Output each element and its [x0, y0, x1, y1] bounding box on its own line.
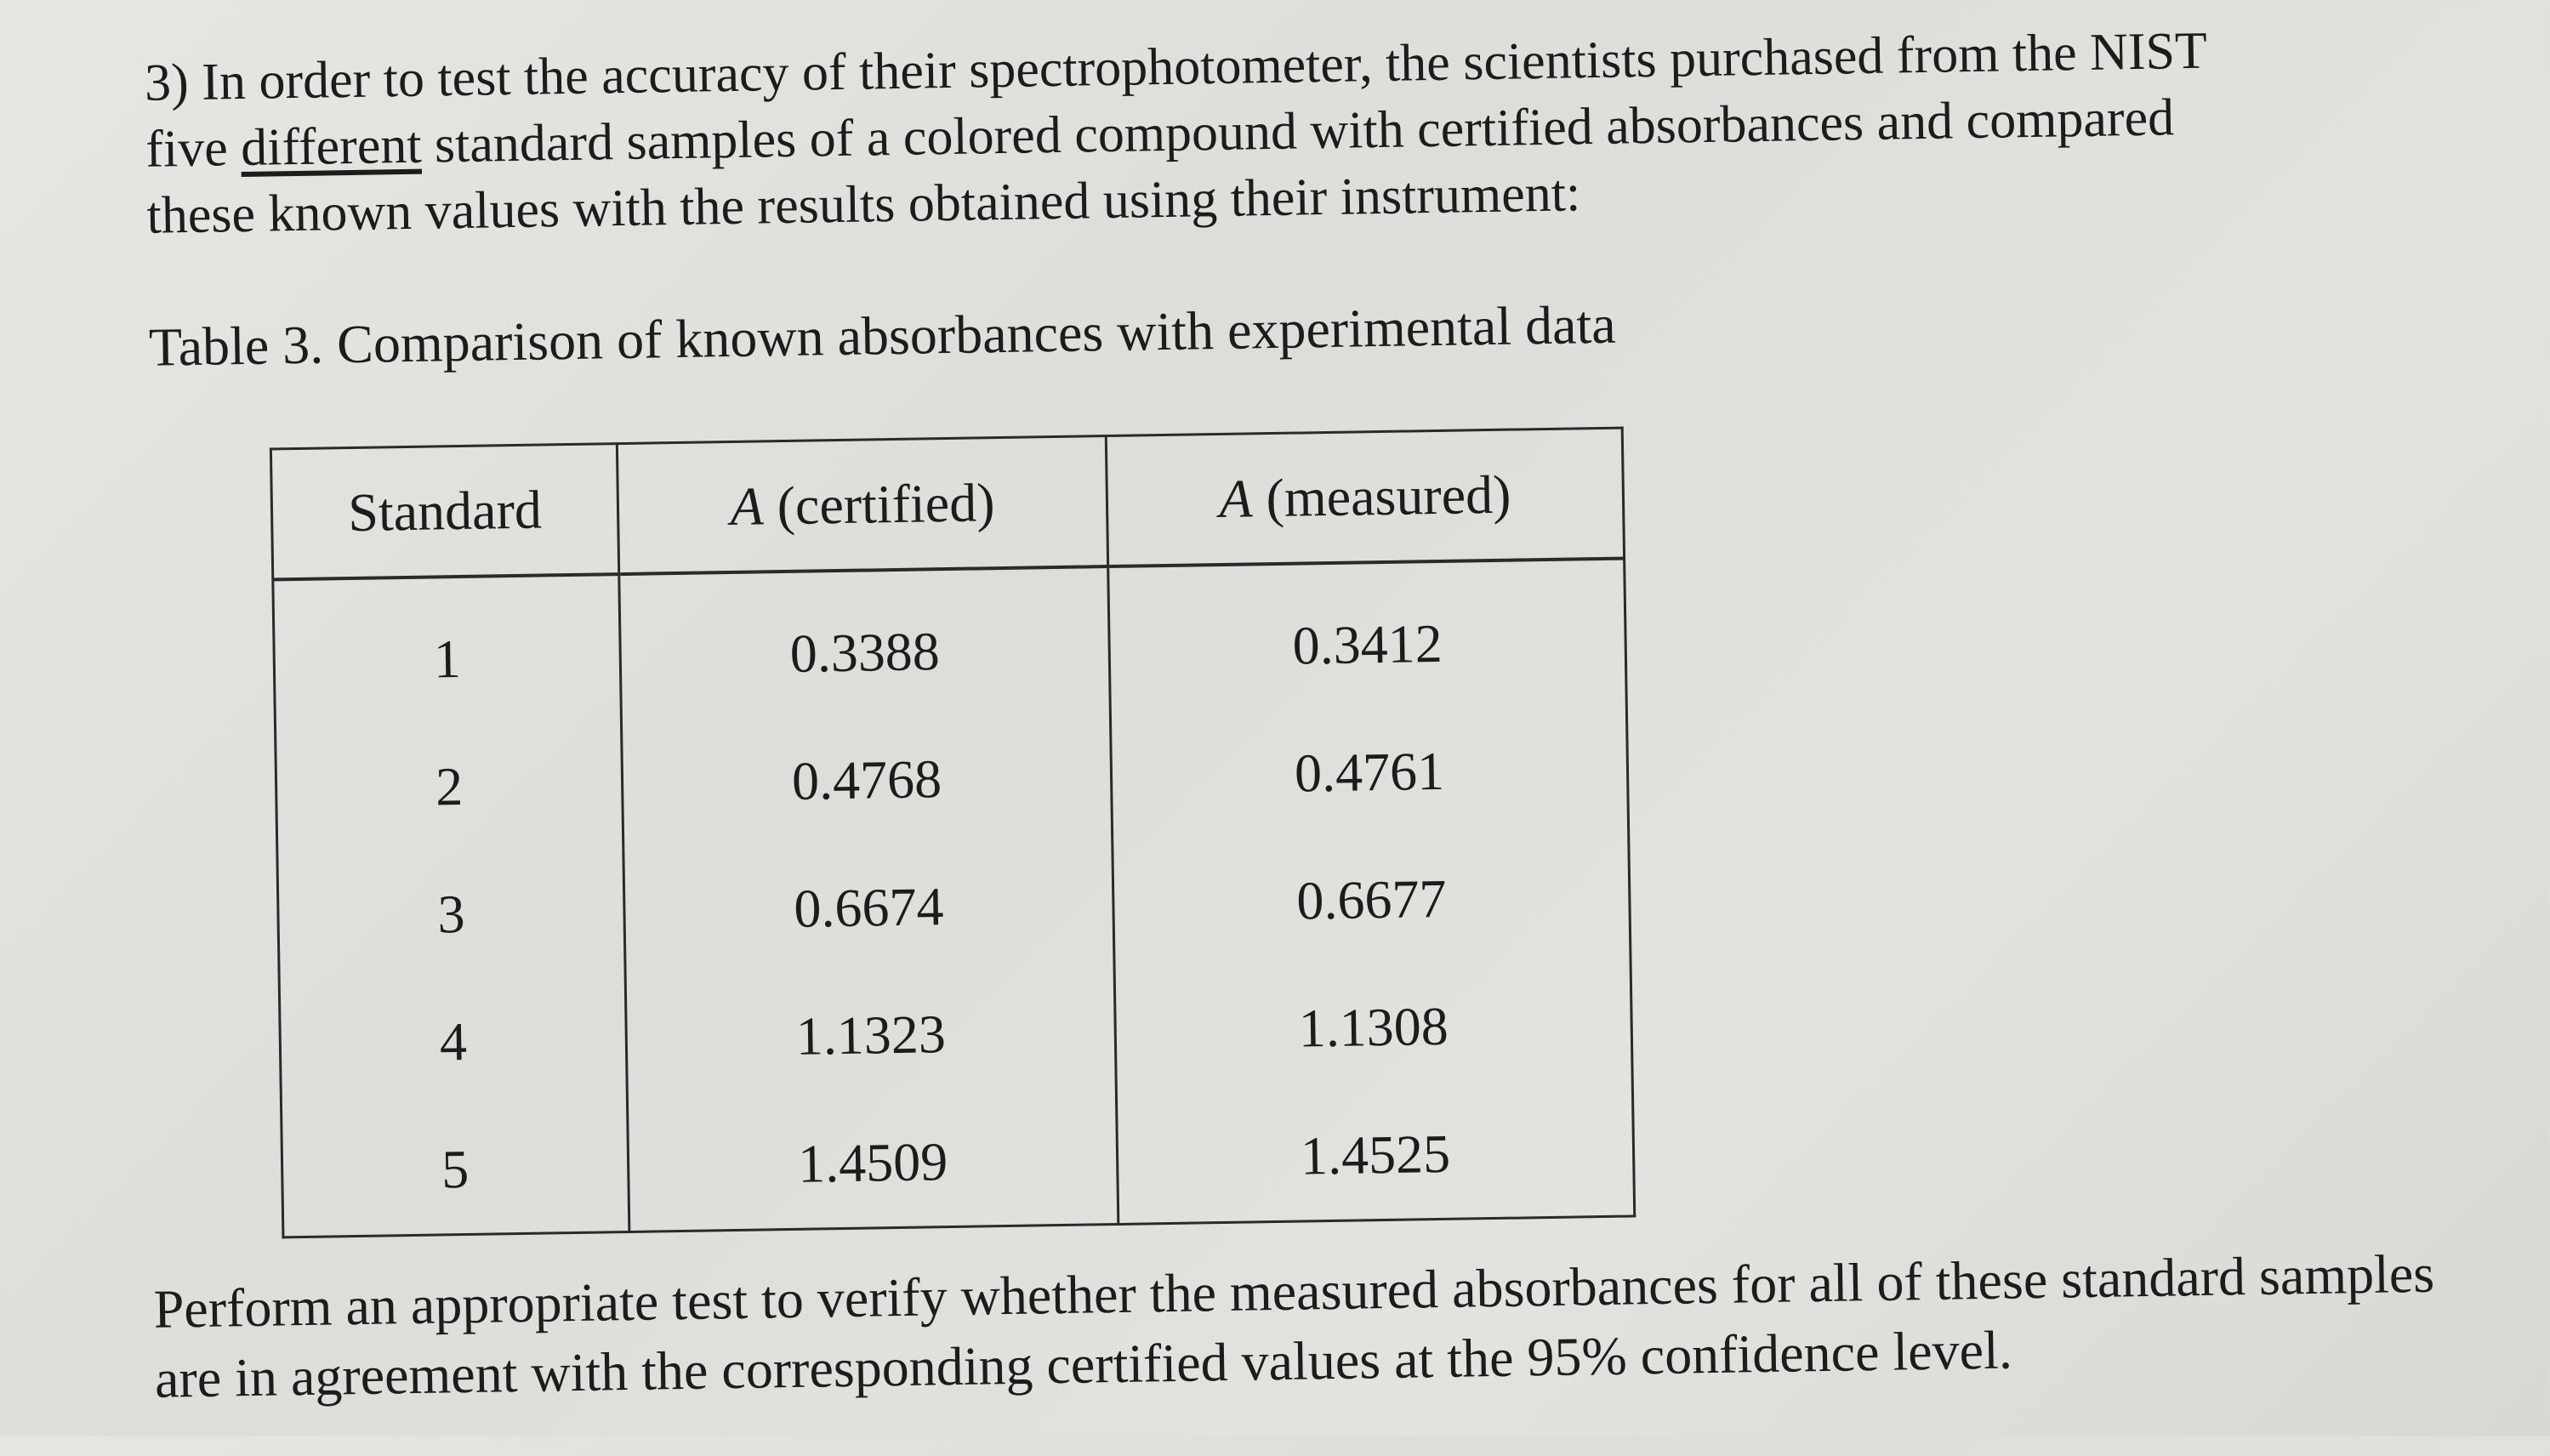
header-measured-label: (measured) [1252, 464, 1511, 529]
cell-measured: 0.4761 [1110, 705, 1628, 841]
cell-certified: 0.6674 [623, 840, 1114, 975]
cell-measured: 1.1308 [1114, 959, 1632, 1095]
table-row [275, 705, 1628, 854]
table-row [273, 559, 1627, 726]
cell-standard: 4 [279, 975, 627, 1108]
problem-text-part1: 3) In order to test the accuracy of their spectrophotometer, the scientists purchased from the NIST five [144, 21, 2207, 179]
header-measured [1106, 428, 1624, 566]
cell-measured: 0.6677 [1113, 832, 1631, 968]
table-row [282, 1087, 1635, 1237]
cell-standard: 5 [282, 1103, 629, 1237]
cell-certified: 0.3388 [619, 566, 1111, 720]
header-standard: Standard [270, 444, 618, 580]
table-caption: Table 3. Comparison of known absorbances with experimental data [148, 293, 1617, 378]
cell-standard: 2 [275, 720, 623, 853]
header-certified-symbol: A [729, 475, 765, 537]
problem-text-part2: standard samples of a colored compound with certified absorbances and compared these known values with the results obtained using their instrument: [146, 88, 2175, 245]
header-measured-symbol: A [1218, 468, 1254, 529]
cell-certified: 1.1323 [625, 968, 1116, 1103]
cell-measured: 1.4525 [1116, 1087, 1634, 1224]
table-row [279, 959, 1632, 1108]
cell-certified: 0.4768 [621, 713, 1112, 848]
table-row [277, 832, 1631, 981]
cell-certified: 1.4509 [628, 1095, 1118, 1232]
problem-text-underlined: different [240, 116, 423, 178]
header-certified [617, 436, 1107, 575]
table-header-row [270, 428, 1624, 579]
question-prompt: Perform an appropriate test to verify whether the measured absorbances for all of these standard samples are in agreement with the corresponding certified values at the 95% confidence level. [153, 1243, 2435, 1409]
header-certified-label: (certified) [763, 472, 995, 537]
cell-standard: 1 [273, 574, 622, 725]
absorbance-table [270, 427, 1636, 1239]
problem-statement [144, 16, 2290, 249]
cell-standard: 3 [277, 848, 625, 981]
cell-measured: 0.3412 [1108, 559, 1627, 714]
absorbance-table-container [270, 427, 1636, 1239]
